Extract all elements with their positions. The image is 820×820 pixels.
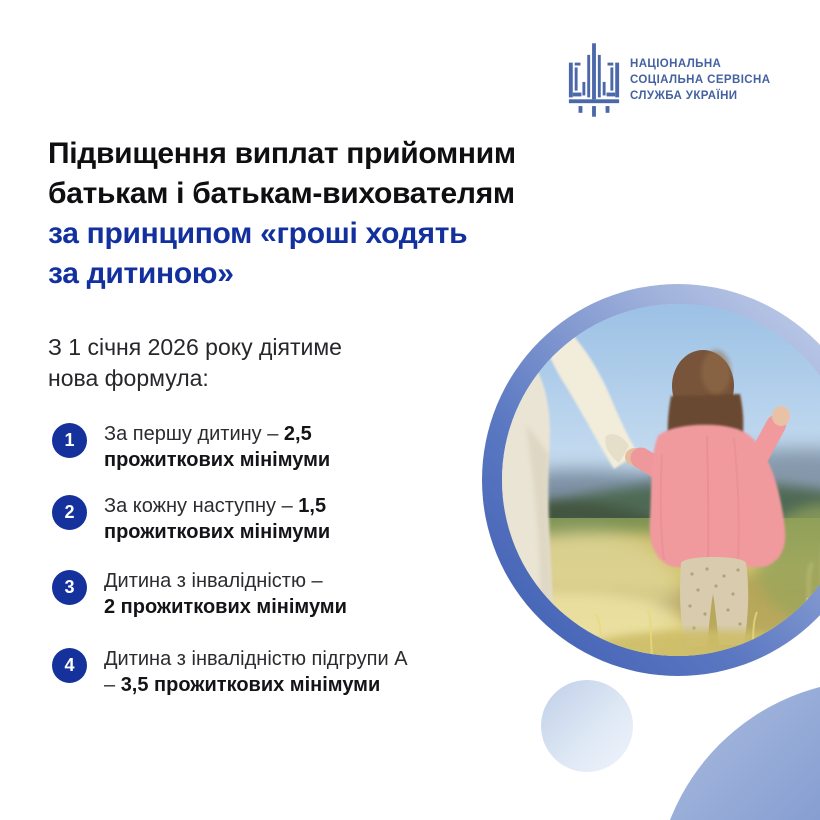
item-text-regular: Дитина з інвалідністю підгрупи А xyxy=(104,648,408,670)
benefit-item-text xyxy=(104,646,494,698)
org-logo xyxy=(566,42,770,118)
item-number-badge: 1 xyxy=(52,423,87,458)
org-name-line: СЛУЖБА УКРАЇНИ xyxy=(630,90,738,102)
item-text-bold: 2,5 xyxy=(283,423,312,445)
trident-logo-icon xyxy=(566,42,622,118)
decor-circle-large xyxy=(655,680,820,820)
decor-circle-small xyxy=(541,680,633,772)
item-number-badge: 2 xyxy=(52,495,87,530)
benefit-item-2 xyxy=(52,493,494,545)
subtitle-line: З 1 січня 2026 року діятиме xyxy=(48,334,342,360)
title-line-blue: за дитиною» xyxy=(48,257,234,290)
benefit-item-text xyxy=(104,421,494,473)
benefit-item-text xyxy=(104,568,494,620)
item-text-regular: За першу дитину – xyxy=(104,423,284,445)
item-text-regular: Дитина з інвалідністю – xyxy=(104,570,323,592)
family-photo xyxy=(502,304,820,656)
benefit-item-3 xyxy=(52,568,494,620)
item-text-bold: 3,5 прожиткових мінімуми xyxy=(120,674,381,696)
org-name-line: НАЦІОНАЛЬНА xyxy=(630,58,722,70)
item-text-bold: прожиткових мінімуми xyxy=(104,449,331,471)
subtitle xyxy=(48,332,342,394)
item-number-badge: 3 xyxy=(52,570,87,605)
page-title xyxy=(48,134,516,294)
org-name xyxy=(630,56,770,104)
benefit-item-text xyxy=(104,493,494,545)
title-line-black: батькам і батькам-вихователям xyxy=(48,177,515,210)
benefit-item-4 xyxy=(52,646,494,698)
benefit-item-1 xyxy=(52,421,494,473)
item-text-bold: прожиткових мінімуми xyxy=(104,521,331,543)
title-line-blue: за принципом «гроші ходять xyxy=(48,217,468,250)
subtitle-line: нова формула: xyxy=(48,365,209,391)
item-text-regular: За кожну наступну – xyxy=(104,495,299,517)
org-name-line: СОЦІАЛЬНА СЕРВІСНА xyxy=(630,74,771,86)
title-line-black: Підвищення виплат прийомним xyxy=(48,137,516,170)
item-number-badge: 4 xyxy=(52,648,87,683)
item-text-bold: 2 прожиткових мінімуми xyxy=(104,596,347,618)
item-text-regular: – xyxy=(104,674,121,696)
family-photo-ring xyxy=(482,284,820,676)
item-text-bold: 1,5 xyxy=(298,495,327,517)
